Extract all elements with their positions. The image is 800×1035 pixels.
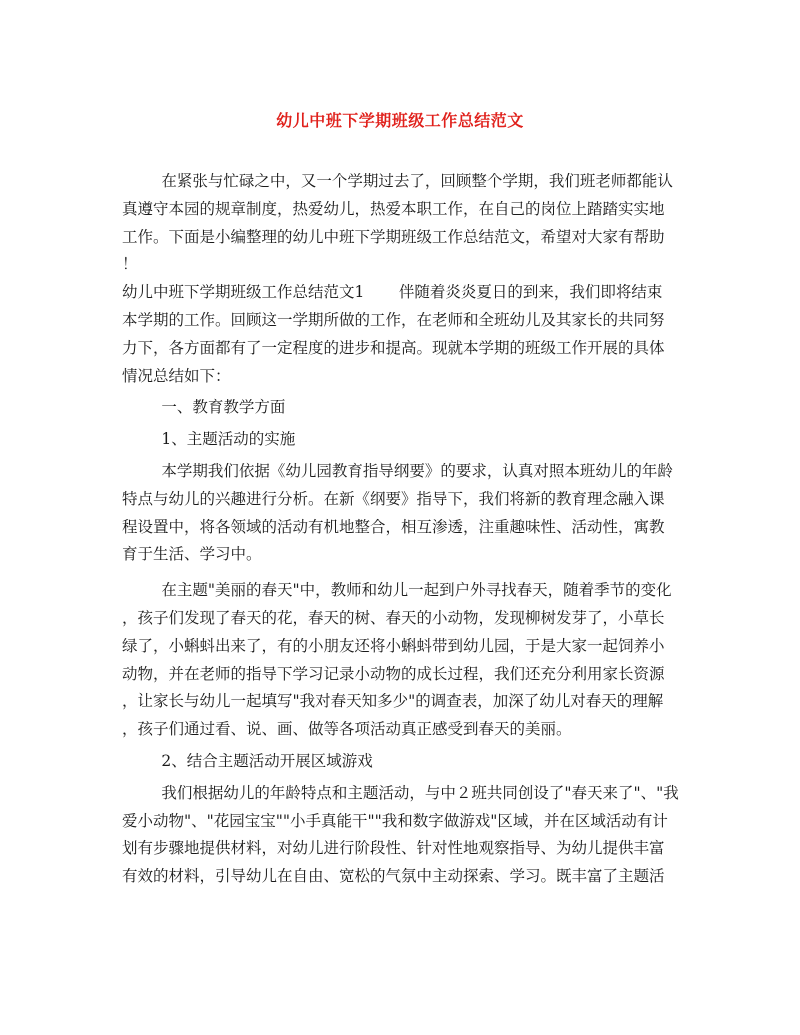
text-line: 育于生活、学习中。 xyxy=(122,545,262,564)
text-line: 2、结合主题活动开展区域游戏 xyxy=(122,751,373,770)
text-line: 本学期我们依据《幼儿园教育指导纲要》的要求，认真对照本班幼儿的年龄 xyxy=(122,461,673,480)
document-title: 幼儿中班下学期班级工作总结范文 xyxy=(276,111,524,130)
subsection-heading-theme-activities xyxy=(122,426,682,454)
text-line: 工作。下面是小编整理的幼儿中班下学期班级工作总结范文，希望对大家有帮助 xyxy=(122,227,665,246)
text-line: 情况总结如下： xyxy=(122,366,231,385)
text-line: 划有步骤地提供材料，对幼儿进行阶段性、针对性地观察指导、为幼儿提供丰富 xyxy=(122,839,665,858)
text-line: 在主题"美丽的春天"中，教师和幼儿一起到户外寻找春天，随着季节的变化 xyxy=(122,581,672,600)
text-line: 力下，各方面都有了一定程度的进步和提高。现就本学期的班级工作开展的具体 xyxy=(122,338,665,357)
paragraph-spring-theme xyxy=(122,577,682,744)
text-line: 动物，并在老师的指导下学习记录小动物的成长过程，我们还充分利用家长资源 xyxy=(122,664,665,683)
text-line: 特点与幼儿的兴趣进行分析。在新《纲要》指导下，我们将新的教育理念融入课 xyxy=(122,489,665,508)
text-line: 本学期的工作。回顾这一学期所做的工作，在老师和全班幼儿及其家长的共同努 xyxy=(122,310,665,329)
text-line: 我们根据幼儿的年龄特点和主题活动，与中２班共同创设了"春天来了"、"我 xyxy=(122,783,679,802)
text-line: 在紧张与忙碌之中，又一个学期过去了，回顾整个学期，我们班老师都能认 xyxy=(122,172,673,190)
document-body xyxy=(122,168,682,891)
paragraph-intro xyxy=(122,168,682,279)
text-line: 真遵守本园的规章制度，热爱幼儿，热爱本职工作，在自己的岗位上踏踏实实地 xyxy=(122,199,665,218)
text-line: 绿了，小蝌蚪出来了，有的小朋友还将小蝌蚪带到幼儿园，于是大家一起饲养小 xyxy=(122,636,665,655)
section-heading-education xyxy=(122,394,682,422)
paragraph-heading-example xyxy=(122,279,682,390)
text-line: 幼儿中班下学期班级工作总结范文1 伴随着炎炎夏日的到来，我们即将结束 xyxy=(122,283,663,302)
text-line: 1、主题活动的实施 xyxy=(122,430,296,449)
text-line: ，孩子们发现了春天的花，春天的树、春天的小动物，发现柳树发芽了，小草长 xyxy=(122,608,665,627)
paragraph-theme-implementation xyxy=(122,458,682,569)
text-line: ，孩子们通过看、说、画、做等各项活动真正感受到春天的美丽。 xyxy=(122,720,572,739)
text-line: 有效的材料，引导幼儿在自由、宽松的气氛中主动探索、学习。既丰富了主题活 xyxy=(122,867,665,886)
text-line: 爱小动物"、"花园宝宝""小手真能干""我和数字做游戏"区域，并在区域活动有计 xyxy=(122,811,668,830)
text-line: 一、教育教学方面 xyxy=(122,398,286,417)
paragraph-area-games xyxy=(122,780,682,891)
text-line: ，让家长与幼儿一起填写"我对春天知多少"的调查表，加深了幼儿对春天的理解 xyxy=(122,692,664,711)
text-line: 程设置中，将各领域的活动有机地整合，相互渗透，注重趣味性、活动性，寓教 xyxy=(122,517,665,536)
subsection-heading-area-games xyxy=(122,748,682,776)
text-line: ！ xyxy=(122,255,138,274)
